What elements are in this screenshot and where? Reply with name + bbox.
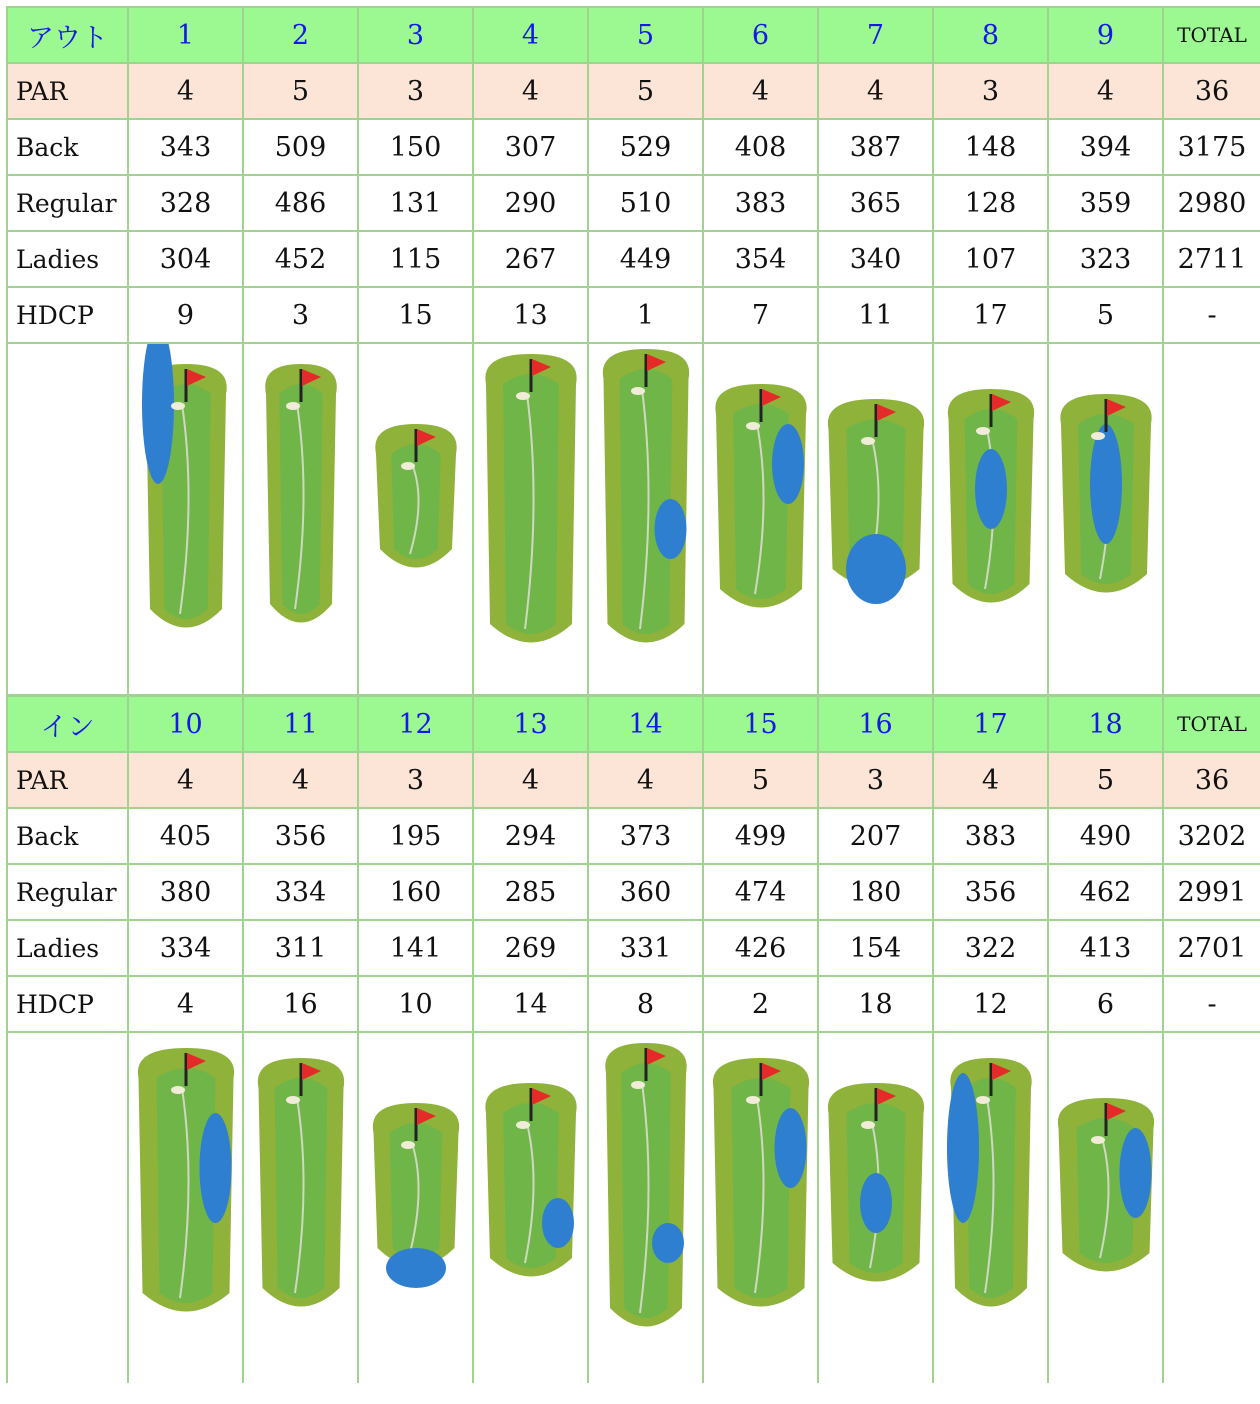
cell-value: 16 (243, 976, 358, 1032)
cell-value: 8 (588, 976, 703, 1032)
cell-value: 17 (933, 287, 1048, 343)
cell-value: 267 (473, 231, 588, 287)
hole-map (359, 1033, 474, 1383)
out-row-regular (7, 175, 1260, 231)
out-row-hdcp (7, 287, 1260, 343)
cell-value: 510 (588, 175, 703, 231)
hole-map-cell (933, 1032, 1048, 1383)
out-row-back (7, 119, 1260, 175)
cell-value: 15 (358, 287, 473, 343)
bunker (516, 392, 530, 400)
hole-number: 1 (128, 7, 243, 63)
fairway (503, 374, 559, 634)
hole-map-cell (473, 343, 588, 696)
hole-map-cell (818, 343, 933, 696)
empty-cell (7, 1032, 128, 1383)
bunker (286, 402, 300, 410)
hole-map (819, 1033, 934, 1383)
cell-total: 3175 (1163, 119, 1260, 175)
water-hazard (655, 499, 687, 559)
in-row-par (7, 752, 1260, 808)
hole-map-cell (358, 1032, 473, 1383)
cell-value: 3 (818, 752, 933, 808)
bunker (171, 402, 185, 410)
cell-total: - (1163, 287, 1260, 343)
water-hazard (200, 1113, 232, 1223)
hole-map-cell (1048, 1032, 1163, 1383)
cell-total: 2701 (1163, 920, 1260, 976)
cell-value: 4 (588, 752, 703, 808)
hole-map-cell (588, 343, 703, 696)
hole-layout-map (244, 344, 359, 694)
total-header: TOTAL (1163, 696, 1260, 753)
cell-value: 3 (243, 287, 358, 343)
water-hazard (772, 424, 804, 504)
in-section-label: イン (7, 696, 128, 753)
cell-value: 328 (128, 175, 243, 231)
cell-value: 452 (243, 231, 358, 287)
cell-value: 5 (1048, 287, 1163, 343)
cell-value: 311 (243, 920, 358, 976)
hole-number: 3 (358, 7, 473, 63)
cell-value: 529 (588, 119, 703, 175)
cell-value: 387 (818, 119, 933, 175)
hole-map (244, 1033, 359, 1383)
hole-map (704, 344, 819, 694)
hole-map-cell (358, 343, 473, 696)
cell-total: 36 (1163, 752, 1260, 808)
hole-number: 2 (243, 7, 358, 63)
cell-value: 3 (933, 63, 1048, 119)
hole-map-cell (1048, 343, 1163, 696)
cell-value: 13 (473, 287, 588, 343)
cell-value: 10 (358, 976, 473, 1032)
hole-map (244, 344, 359, 694)
cell-value: 413 (1048, 920, 1163, 976)
hole-layout-map (129, 1033, 244, 1383)
bunker (286, 1096, 300, 1104)
row-label: Regular (7, 175, 128, 231)
hole-map (934, 1033, 1049, 1383)
cell-value: 405 (128, 808, 243, 864)
water-hazard (542, 1198, 574, 1248)
in-row-ladies (7, 920, 1260, 976)
out-row-ladies (7, 231, 1260, 287)
cell-value: 509 (243, 119, 358, 175)
bunker (1091, 432, 1105, 440)
hole-number: 14 (588, 696, 703, 753)
cell-value: 307 (473, 119, 588, 175)
hole-map (474, 1033, 589, 1383)
fairway (621, 1063, 671, 1318)
fairway (390, 1123, 443, 1258)
cell-value: 4 (473, 63, 588, 119)
hole-map (704, 1033, 819, 1383)
cell-value: 195 (358, 808, 473, 864)
hole-number: 5 (588, 7, 703, 63)
hole-map (474, 344, 589, 694)
cell-value: 4 (1048, 63, 1163, 119)
cell-value: 4 (933, 752, 1048, 808)
cell-value: 11 (818, 287, 933, 343)
cell-value: 5 (588, 63, 703, 119)
cell-value: 359 (1048, 175, 1163, 231)
hole-layout-map (589, 344, 704, 694)
empty-cell (1163, 343, 1260, 696)
water-hazard (846, 534, 906, 604)
cell-value: 4 (703, 63, 818, 119)
empty-cell (1163, 1032, 1260, 1383)
cell-value: 294 (473, 808, 588, 864)
hole-layout-map (1049, 1033, 1164, 1383)
row-label: Back (7, 119, 128, 175)
water-hazard (947, 1073, 979, 1223)
empty-cell (7, 343, 128, 696)
hole-layout-map (359, 344, 474, 694)
cell-value: 141 (358, 920, 473, 976)
in-row-back (7, 808, 1260, 864)
cell-value: 115 (358, 231, 473, 287)
row-label: Ladies (7, 231, 128, 287)
cell-value: 6 (1048, 976, 1163, 1032)
cell-value: 365 (818, 175, 933, 231)
hole-number: 11 (243, 696, 358, 753)
cell-value: 269 (473, 920, 588, 976)
cell-value: 322 (933, 920, 1048, 976)
cell-value: 160 (358, 864, 473, 920)
cell-value: 383 (703, 175, 818, 231)
water-hazard (775, 1108, 807, 1188)
hole-number: 13 (473, 696, 588, 753)
row-label: PAR (7, 752, 128, 808)
water-hazard (386, 1248, 446, 1288)
hole-number: 4 (473, 7, 588, 63)
cell-total: 2980 (1163, 175, 1260, 231)
cell-value: 4 (818, 63, 933, 119)
cell-value: 360 (588, 864, 703, 920)
hole-map (934, 344, 1049, 694)
hole-layout-map (934, 1033, 1049, 1383)
hole-number: 18 (1048, 696, 1163, 753)
bunker (516, 1121, 530, 1129)
cell-total: - (1163, 976, 1260, 1032)
cell-value: 207 (818, 808, 933, 864)
water-hazard (975, 449, 1007, 529)
cell-value: 1 (588, 287, 703, 343)
cell-value: 323 (1048, 231, 1163, 287)
row-label: Ladies (7, 920, 128, 976)
bunker (1091, 1136, 1105, 1144)
hole-number: 9 (1048, 7, 1163, 63)
out-hole-maps-row (7, 343, 1260, 696)
hole-map (129, 344, 244, 694)
cell-value: 4 (243, 752, 358, 808)
bunker (746, 422, 760, 430)
hole-number: 10 (128, 696, 243, 753)
hole-number: 16 (818, 696, 933, 753)
bunker (631, 1081, 645, 1089)
cell-value: 9 (128, 287, 243, 343)
cell-value: 131 (358, 175, 473, 231)
out-row-par (7, 63, 1260, 119)
row-label: PAR (7, 63, 128, 119)
hole-layout-map (934, 344, 1049, 694)
cell-value: 334 (243, 864, 358, 920)
hole-map-cell (243, 343, 358, 696)
out-section-label: アウト (7, 7, 128, 63)
scorecard-table (6, 6, 1260, 1383)
fairway (732, 1078, 791, 1298)
cell-value: 4 (473, 752, 588, 808)
cell-value: 3 (358, 63, 473, 119)
hole-number: 7 (818, 7, 933, 63)
cell-value: 449 (588, 231, 703, 287)
hole-map (359, 344, 474, 694)
bunker (631, 387, 645, 395)
water-hazard (1120, 1128, 1152, 1218)
cell-value: 150 (358, 119, 473, 175)
cell-value: 304 (128, 231, 243, 287)
row-label: HDCP (7, 976, 128, 1032)
row-label: Back (7, 808, 128, 864)
cell-value: 12 (933, 976, 1048, 1032)
cell-total: 2711 (1163, 231, 1260, 287)
hole-map-cell (933, 343, 1048, 696)
cell-value: 148 (933, 119, 1048, 175)
row-label: HDCP (7, 287, 128, 343)
cell-total: 36 (1163, 63, 1260, 119)
cell-value: 334 (128, 920, 243, 976)
cell-value: 3 (358, 752, 473, 808)
hole-layout-map (244, 1033, 359, 1383)
water-hazard (1090, 424, 1122, 544)
cell-value: 7 (703, 287, 818, 343)
cell-value: 408 (703, 119, 818, 175)
cell-total: 3202 (1163, 808, 1260, 864)
row-label: Regular (7, 864, 128, 920)
cell-value: 5 (703, 752, 818, 808)
in-hole-maps-row (7, 1032, 1260, 1383)
fairway (279, 384, 322, 614)
cell-value: 426 (703, 920, 818, 976)
cell-value: 474 (703, 864, 818, 920)
hole-map (129, 1033, 244, 1383)
bunker (861, 437, 875, 445)
cell-value: 180 (818, 864, 933, 920)
hole-number: 15 (703, 696, 818, 753)
cell-value: 380 (128, 864, 243, 920)
cell-value: 373 (588, 808, 703, 864)
hole-layout-map (704, 1033, 819, 1383)
hole-map-cell (128, 343, 243, 696)
cell-value: 154 (818, 920, 933, 976)
in-row-hdcp (7, 976, 1260, 1032)
total-header: TOTAL (1163, 7, 1260, 63)
hole-map (1049, 1033, 1164, 1383)
water-hazard (652, 1223, 684, 1263)
hole-map (819, 344, 934, 694)
cell-value: 354 (703, 231, 818, 287)
hole-map-cell (703, 1032, 818, 1383)
hole-layout-map (589, 1033, 704, 1383)
cell-value: 107 (933, 231, 1048, 287)
hole-map-cell (473, 1032, 588, 1383)
cell-value: 128 (933, 175, 1048, 231)
bunker (976, 1096, 990, 1104)
hole-map (589, 344, 704, 694)
cell-value: 340 (818, 231, 933, 287)
hole-map (1049, 344, 1164, 694)
hole-number: 6 (703, 7, 818, 63)
cell-value: 394 (1048, 119, 1163, 175)
cell-value: 343 (128, 119, 243, 175)
hole-map-cell (128, 1032, 243, 1383)
bunker (171, 1086, 185, 1094)
hole-map-cell (588, 1032, 703, 1383)
hole-layout-map (1049, 344, 1164, 694)
cell-value: 5 (243, 63, 358, 119)
cell-value: 4 (128, 976, 243, 1032)
hole-layout-map (359, 1033, 474, 1383)
cell-value: 5 (1048, 752, 1163, 808)
hole-number: 8 (933, 7, 1048, 63)
cell-value: 356 (243, 808, 358, 864)
cell-value: 490 (1048, 808, 1163, 864)
fairway (275, 1078, 328, 1298)
cell-total: 2991 (1163, 864, 1260, 920)
cell-value: 356 (933, 864, 1048, 920)
bunker (401, 1141, 415, 1149)
hole-layout-map (474, 1033, 589, 1383)
scorecard-body (7, 7, 1260, 1383)
cell-value: 18 (818, 976, 933, 1032)
cell-value: 4 (128, 752, 243, 808)
water-hazard (860, 1173, 892, 1233)
out-header-row (7, 7, 1260, 63)
hole-layout-map (819, 1033, 934, 1383)
hole-number: 12 (358, 696, 473, 753)
bunker (861, 1121, 875, 1129)
cell-value: 331 (588, 920, 703, 976)
hole-map-cell (703, 343, 818, 696)
cell-value: 14 (473, 976, 588, 1032)
cell-value: 462 (1048, 864, 1163, 920)
cell-value: 285 (473, 864, 588, 920)
hole-number: 17 (933, 696, 1048, 753)
bunker (976, 427, 990, 435)
scorecard (6, 6, 1260, 1383)
cell-value: 4 (128, 63, 243, 119)
in-row-regular (7, 864, 1260, 920)
hole-layout-map (819, 344, 934, 694)
hole-layout-map (474, 344, 589, 694)
hole-layout-map (704, 344, 819, 694)
hole-map (589, 1033, 704, 1383)
cell-value: 486 (243, 175, 358, 231)
cell-value: 290 (473, 175, 588, 231)
cell-value: 383 (933, 808, 1048, 864)
hole-map-cell (243, 1032, 358, 1383)
bunker (746, 1096, 760, 1104)
bunker (401, 462, 415, 470)
hole-map-cell (818, 1032, 933, 1383)
cell-value: 499 (703, 808, 818, 864)
cell-value: 2 (703, 976, 818, 1032)
hole-layout-map (129, 344, 244, 694)
in-header-row (7, 696, 1260, 753)
